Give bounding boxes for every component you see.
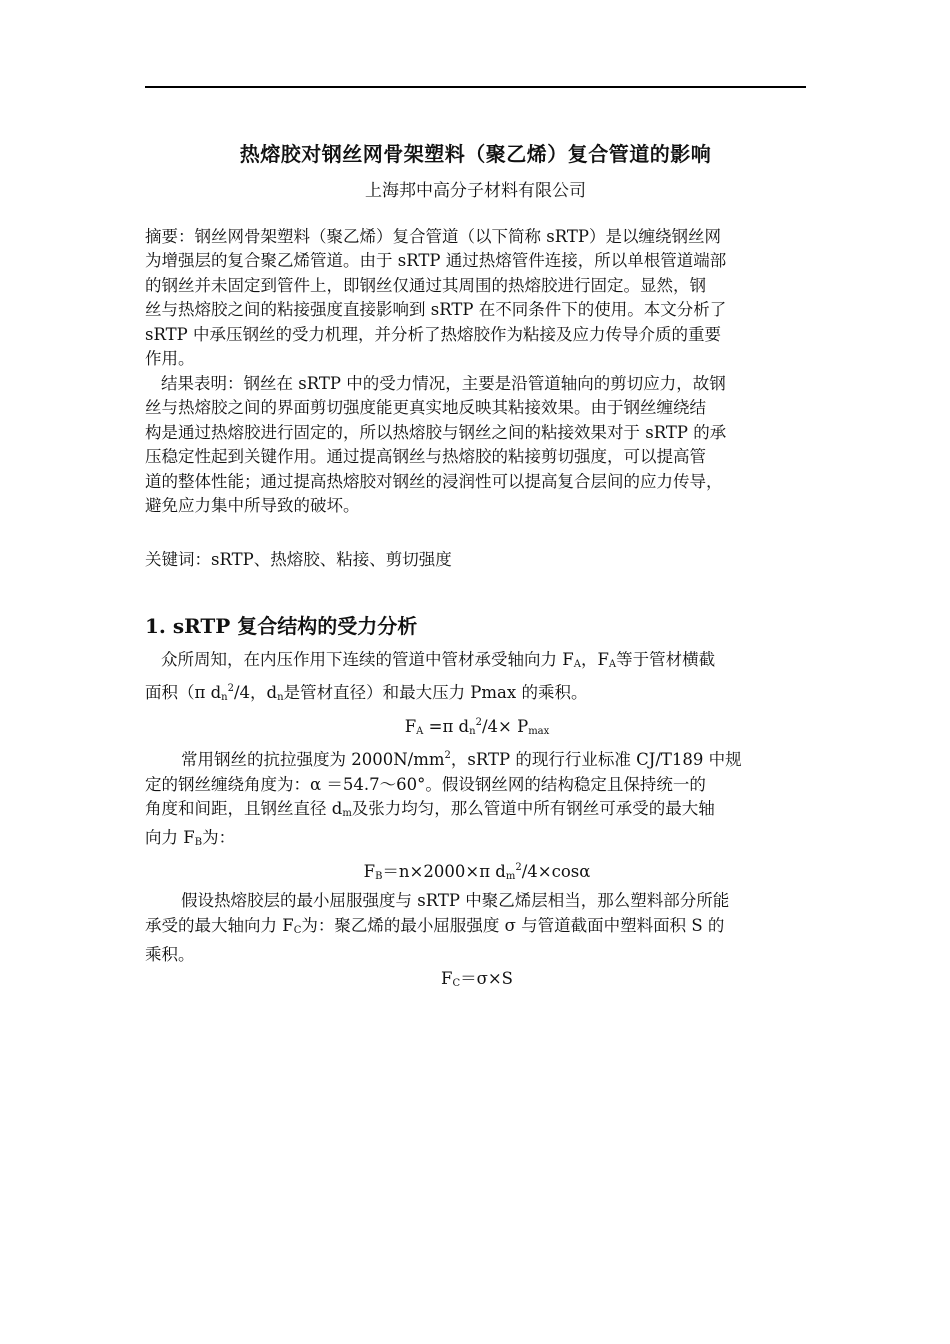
results-line: 丝与热熔胶之间的界面剪切强度能更真实地反映其粘接效果。由于钢丝缠绕结 [145, 398, 706, 418]
document-title: 热熔胶对钢丝网骨架塑料（聚乙烯）复合管道的影响 [239, 142, 712, 166]
paragraph-line: 假设热熔胶层的最小屈服强度与 sRTP 中聚乙烯层相当，那么塑料部分所能 [181, 891, 730, 911]
results-line: 结果表明：钢丝在 sRTP 中的受力情况，主要是沿管道轴向的剪切应力，故钢 [161, 374, 726, 393]
paragraph-line: 承受的最大轴向力 $F_C$为：聚乙烯的最小屈服强度 σ 与管道截面中塑料面积 S 的 [145, 915, 725, 936]
keywords [145, 548, 809, 572]
paragraph-line: 常用钢丝的抗拉强度为 $2000N/mm^2$，sRTP 的现行行业标准 CJ/T189 中规 [181, 750, 742, 770]
paragraph-line: 面积（π $d_n^2/4$，$d_n$是管材直径）和最大压力 Pmax 的乘积。 [145, 683, 588, 704]
formula-fc: $F_C=\sigma\times S$ [440, 969, 513, 990]
formula-fa: $F_A =\pi$ $d_n^2/4\times P_{max}$ [404, 716, 550, 737]
results-line: 压稳定性起到关键作用。通过提高钢丝与热熔胶的粘接剪切强度，可以提高管 [145, 447, 706, 467]
abstract-line: 为增强层的复合聚乙烯管道。由于 sRTP 通过热熔管件连接，所以单根管道端部 [145, 251, 727, 271]
abstract-line: 的钢丝并未固定到管件上，即钢丝仅通过其周围的热熔胶进行固定。显然，钢 [145, 275, 706, 295]
abstract-line: 丝与热熔胶之间的粘接强度直接影响到 sRTP 在不同条件下的使用。本文分析了 [145, 300, 727, 320]
section-heading: 1. sRTP 复合结构的受力分析 [145, 614, 418, 638]
results-line: 构是通过热熔胶进行固定的，所以热熔胶与钢丝之间的粘接效果对于 sRTP 的承 [145, 422, 727, 442]
results-line: 道的整体性能；通过提高热熔胶对钢丝的浸润性可以提高复合层间的应力传导， [145, 471, 723, 491]
abstract-line: sRTP 中承压钢丝的受力机理，并分析了热熔胶作为粘接及应力传导介质的重要 [145, 324, 721, 344]
organization-name: 上海邦中高分子材料有限公司 [365, 181, 586, 201]
header-rule [145, 86, 806, 88]
paragraph-line: 角度和间距，且钢丝直径 $d_m$及张力均匀，那么管道中所有钢丝可承受的最大轴 [145, 799, 715, 820]
abstract-line: 摘要：钢丝网骨架塑料（聚乙烯）复合管道（以下简称 sRTP）是以缠绕钢丝网 [145, 227, 721, 246]
paragraph-line: 定的钢丝缠绕角度为：α ＝54.7～60°。假设钢丝网的结构稳定且保持统一的 [145, 774, 706, 794]
results-paragraph [145, 372, 809, 518]
abstract-line: 作用。 [145, 349, 195, 369]
results-line: 避免应力集中所导致的破坏。 [145, 496, 360, 516]
formula-fb: $F_B=n\times 2000\times\pi$ $d_m^2/4\times\cos\alpha$ [363, 861, 591, 882]
keywords-line: 关键词：sRTP、热熔胶、粘接、剪切强度 [145, 550, 452, 569]
paragraph-line: 众所周知，在内压作用下连续的管道中管材承受轴向力 $F_A$，$F_A$等于管材横截 [161, 650, 716, 670]
paragraph-line: 乘积。 [145, 945, 195, 965]
paragraph-line: 向力 $F_B$为： [145, 828, 236, 849]
section-body [145, 648, 809, 997]
abstract-paragraph [145, 225, 809, 371]
